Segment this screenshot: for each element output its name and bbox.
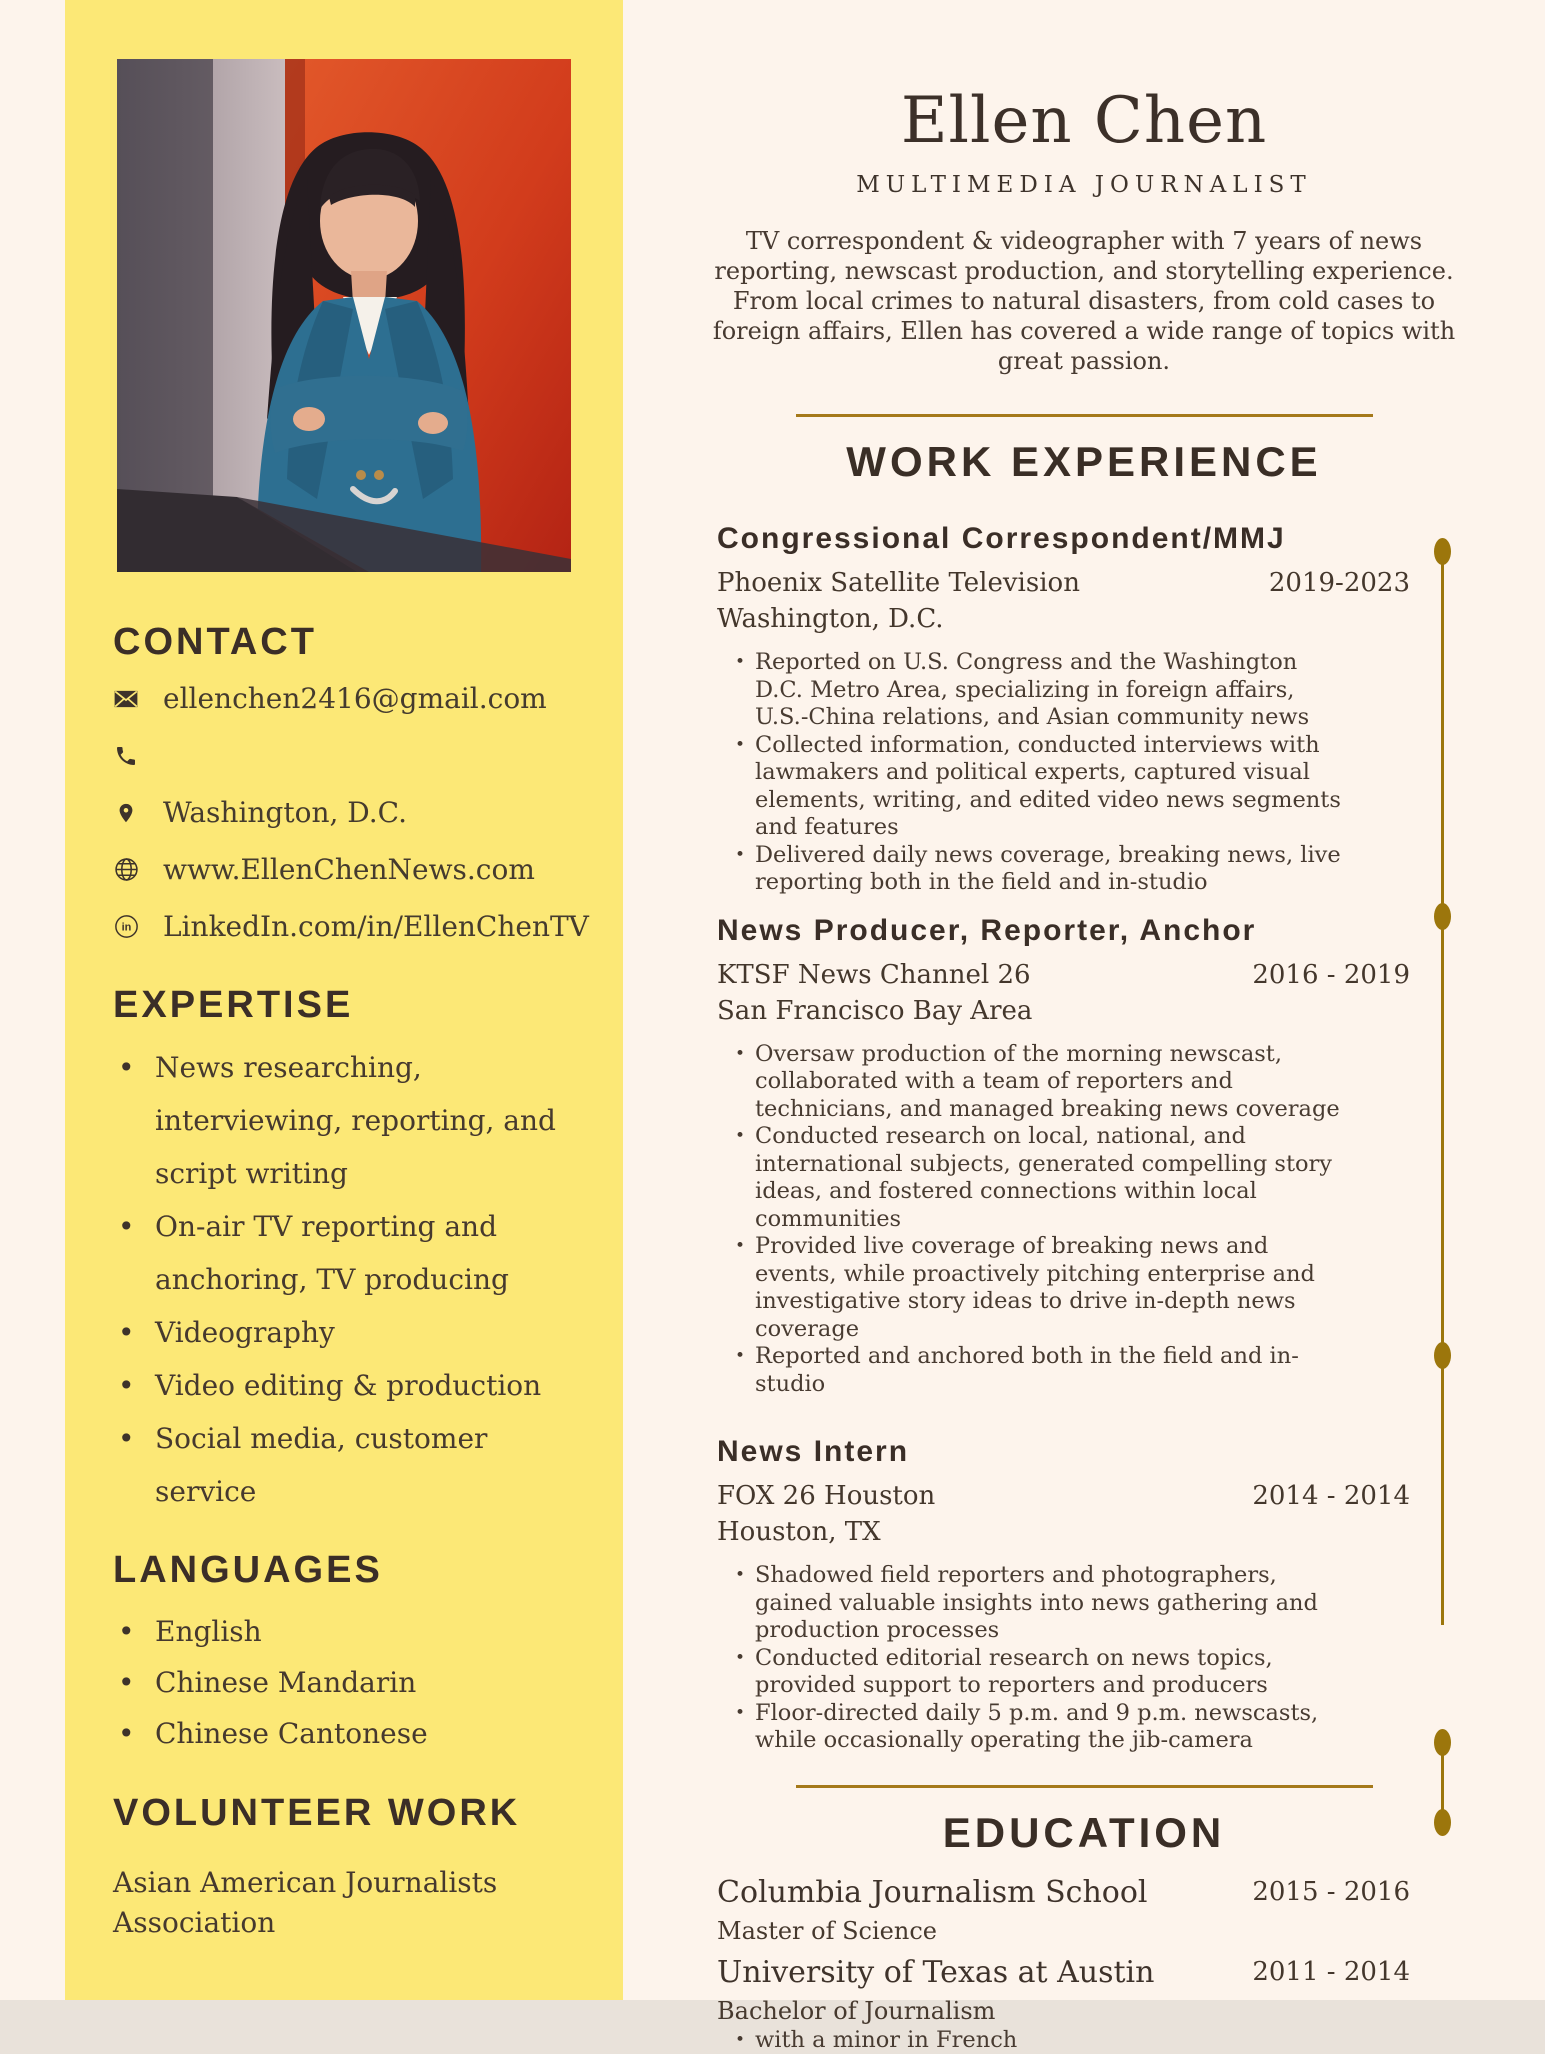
job-dates: 2019-2023 [1268,568,1410,598]
languages-heading: LANGUAGES [113,1549,383,1591]
school-bullet: • with a minor in French [733,2026,1410,2054]
summary-line-2: From local crimes to natural disasters, from cold cases to foreign affairs, Ellen has covered a wide range of topics with great passion. [712,287,1456,375]
contact-list [113,670,589,955]
school-row [717,1954,1410,1992]
profile-photo-illustration [117,59,571,572]
school-row [717,1874,1410,1912]
expertise-list [113,1041,573,1518]
expertise-item: • News researching, interviewing, reporting, and script writing [118,1041,573,1200]
job-location: San Francisco Bay Area [717,995,1033,1026]
timeline-dot-job1 [1434,538,1451,565]
language-item: • English [118,1606,573,1657]
contact-row-email [113,670,573,727]
person-title: MULTIMEDIA JOURNALIST [856,172,1312,198]
job-company-row [717,565,1410,601]
job-bullet: • Floor-directed daily 5 p.m. and 9 p.m. newscasts, while occasionally operating the jib-camera [733,1700,1341,1755]
school-dates: 2015 - 2016 [1252,1876,1410,1907]
contact-location-text: Washington, D.C. [163,796,407,829]
job-bullet: • Conducted editorial research on news topics, provided support to reporters and producers [733,1645,1341,1700]
language-item: • Chinese Cantonese [118,1708,573,1759]
school-degree: Master of Science [717,1916,937,1945]
globe-icon [113,857,139,883]
job-company-row [717,1478,1410,1514]
expertise-item: • Video editing & production [118,1359,573,1412]
job-bullet: • Conducted research on local, national, and international subjects, generated compelling story ideas, and fostered connections within local communities [733,1123,1341,1233]
contact-heading: CONTACT [113,621,317,663]
timeline-dot-school2 [1434,1809,1451,1836]
job-company-row [717,957,1410,993]
person-name: Ellen Chen [900,84,1268,158]
job-entry [717,1434,1410,1755]
timeline-line-work [1441,552,1444,1625]
job-company: Phoenix Satellite Television [717,568,1080,598]
contact-row-linkedin [113,898,589,955]
summary-line-1: TV correspondent & videographer with 7 years of news reporting, newscast production, and storytelling experience. [714,227,1454,285]
education-entry [717,1874,1410,1946]
education-heading: EDUCATION [942,1808,1226,1856]
timeline-dot-job3 [1434,1342,1451,1369]
language-item: • Chinese Mandarin [118,1657,573,1708]
job-location: Houston, TX [717,1517,881,1547]
contact-row-website [113,841,573,898]
contact-linkedin-text[interactable]: LinkedIn.com/in/EllenChenTV [163,910,589,943]
job-bullet: • Shadowed field reporters and photographers, gained valuable insights into news gathering and production processes [733,1562,1341,1645]
volunteer-organization: Asian American Journalists Association [113,1866,498,1939]
job-bullet-list [733,649,1341,897]
job-title: News Producer, Reporter, Anchor [717,913,1257,947]
job-dates: 2016 - 2019 [1252,959,1410,990]
school-name: University of Texas at Austin [717,1954,1155,1990]
school-dates: 2011 - 2014 [1252,1956,1410,1987]
expertise-item: • Videography [118,1306,573,1359]
expertise-item: • Social media, customer service [118,1412,573,1518]
profile-photo [117,59,571,572]
location-icon [113,800,139,826]
job-bullet: • Oversaw production of the morning newscast, collaborated with a team of reporters and technicians, and managed breaking news coverage [733,1041,1341,1124]
job-bullet: • Collected information, conducted interviews with lawmakers and political experts, captured visual elements, writing, and edited video news segments and features [733,732,1341,842]
school-name: Columbia Journalism School [717,1874,1148,1910]
contact-website-text[interactable]: www.EllenChenNews.com [163,853,535,886]
job-bullet-list [733,1562,1341,1755]
svg-text:in: in [121,921,131,934]
job-entry [717,913,1410,1399]
contact-row-phone [113,727,573,784]
profile-summary [694,226,1474,376]
phone-icon [113,743,139,769]
job-company: FOX 26 Houston [717,1481,936,1511]
section-divider [796,414,1373,417]
contact-row-location [113,784,573,841]
job-bullet: • Reported and anchored both in the field and in-studio [733,1343,1341,1398]
job-location: Washington, D.C. [717,604,944,634]
job-dates: 2014 - 2014 [1252,1481,1410,1511]
section-divider [796,1785,1373,1788]
school-bullet-list [733,2026,1410,2054]
job-title: News Intern [717,1435,910,1468]
job-title: Congressional Correspondent/MMJ [717,522,1286,555]
expertise-heading: EXPERTISE [113,984,354,1026]
job-entry [717,521,1410,897]
sidebar-content [65,572,623,1943]
languages-list [113,1606,573,1759]
school-degree: Bachelor of Journalism [717,1996,996,2025]
work-experience-heading: WORK EXPERIENCE [846,438,1322,485]
job-bullet: • Reported on U.S. Congress and the Washington D.C. Metro Area, specializing in foreign affairs, U.S.-China relations, and Asian community news [733,649,1341,732]
volunteer-heading: VOLUNTEER WORK [113,1792,521,1834]
timeline-dot-job2 [1434,903,1451,930]
job-company: KTSF News Channel 26 [717,959,1031,990]
sidebar [65,0,623,2000]
job-bullet: • Delivered daily news coverage, breaking news, live reporting both in the field and in-studio [733,842,1341,897]
timeline-dot-school1 [1434,1729,1451,1756]
job-bullet-list [733,1041,1341,1399]
job-bullet: • Provided live coverage of breaking news and events, while proactively pitching enterprise and investigative story ideas to drive in-depth news coverage [733,1233,1341,1343]
education-entry [717,1954,1410,2054]
expertise-item: • On-air TV reporting and anchoring, TV producing [118,1200,573,1306]
contact-email-text[interactable]: ellenchen2416@gmail.com [163,682,547,715]
main-column [623,0,1545,2054]
linkedin-icon [113,914,139,940]
email-icon [113,686,139,712]
